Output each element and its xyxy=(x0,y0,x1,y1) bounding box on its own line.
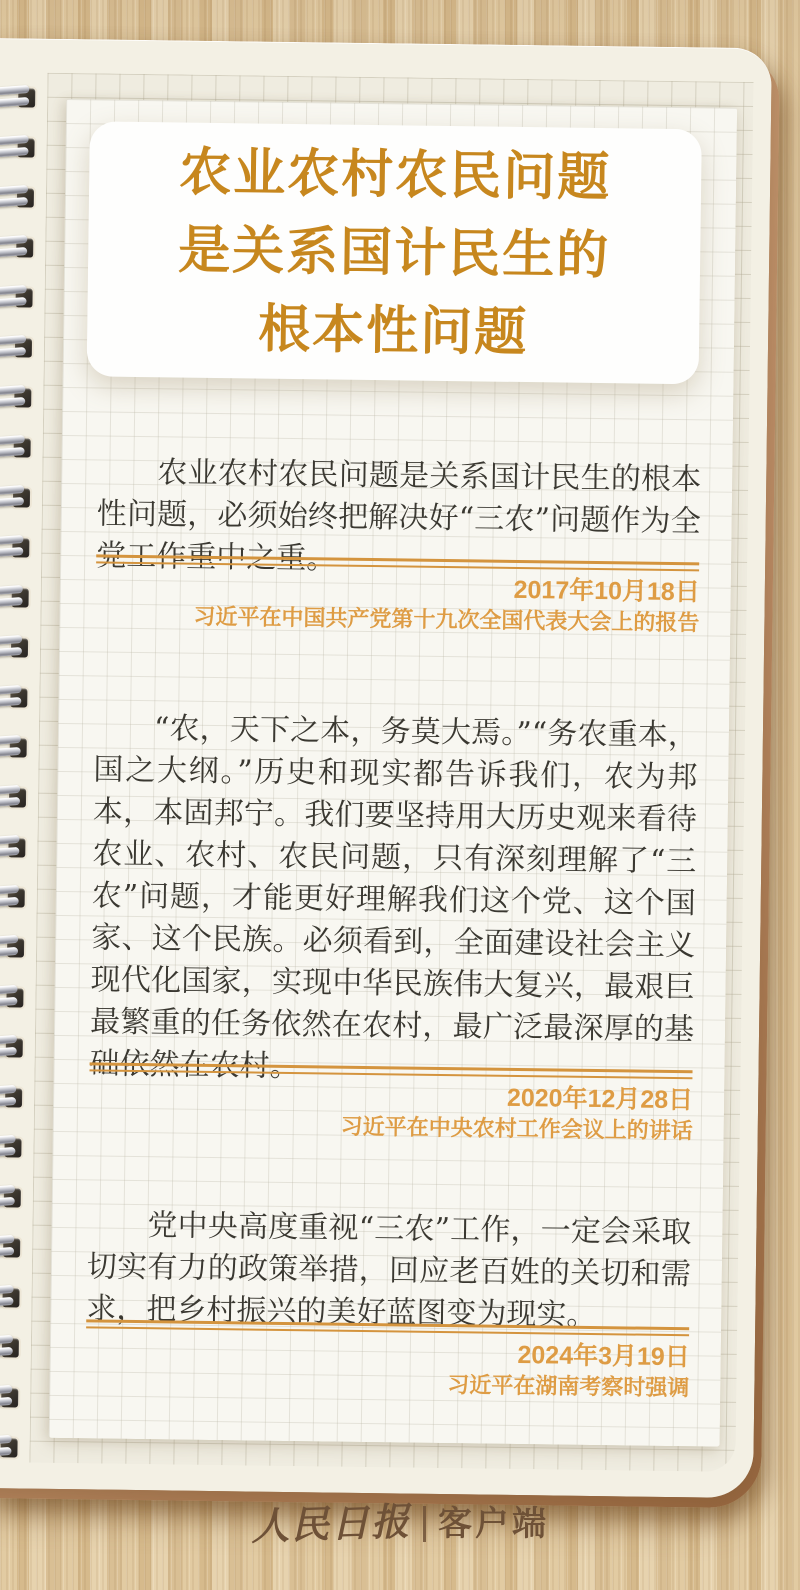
quote-meta xyxy=(89,1076,694,1145)
spiral-coil xyxy=(0,135,37,162)
spiral-coil xyxy=(0,635,30,662)
quote-source: 习近平在湖南考察时强调 xyxy=(447,1372,690,1401)
quote-source: 习近平在中央农村工作会议上的讲话 xyxy=(340,1113,693,1144)
spiral-coil xyxy=(0,1135,24,1162)
title-line: 根本性问题 xyxy=(257,300,529,362)
quote-text: “农，天下之本，务莫大焉。”“务农重本，国之大纲。”历史和现实都告诉我们，农为邦本，本固邦宁。我们要坚持用大历史观来看待农业、农村、农民问题，只有深刻理解了“三农”问题，才能更好理解我们这个党、这个国家、这个民族。必须看到，全面建设社会主义现代化国家，实现中华民族伟大复兴，最艰巨最繁重的任务依然在农村，最广泛最深厚的基础依然在农村。 xyxy=(89,711,699,1085)
spiral-coil xyxy=(0,535,31,562)
quote-date: 2017年10月18日 xyxy=(513,575,700,607)
spiral-coil xyxy=(0,185,36,212)
quote-text: 党中央高度重视“三农”工作，一定会采取切实有力的政策举措，回应老百姓的关切和需求，把乡村振兴的美好蓝图变为现实。 xyxy=(86,1208,692,1334)
spiral-coil xyxy=(0,1285,22,1312)
spiral-coil xyxy=(0,885,27,912)
spiral-coil xyxy=(0,1235,22,1262)
spiral-coil xyxy=(0,435,33,462)
quote-text: 农业农村农民问题是关系国计民生的根本性问题，必须始终把解决好“三农”问题作为全党工作重中之重。 xyxy=(96,455,702,577)
spiral-coil xyxy=(0,1085,24,1112)
quote-meta xyxy=(95,568,700,637)
spiral-coil xyxy=(0,585,31,612)
spiral-coil xyxy=(0,735,29,762)
brand-divider xyxy=(423,1506,426,1542)
spiral-coil xyxy=(0,1435,20,1462)
title-card xyxy=(87,121,702,384)
spiral-coil xyxy=(0,335,34,362)
notebook xyxy=(0,38,772,1497)
brand-footer xyxy=(0,1498,800,1550)
spiral-coil xyxy=(0,1335,21,1362)
brand-client-label: 客户端 xyxy=(438,1505,549,1543)
quote-meta xyxy=(85,1333,690,1402)
spiral-coil xyxy=(0,935,26,962)
spiral-coil xyxy=(0,1035,25,1062)
spiral-coil xyxy=(0,785,28,812)
peoples-daily-logo: 人民日报 xyxy=(250,1498,412,1549)
quote-source: 习近平在中国共产党第十九次全国代表大会上的报告 xyxy=(193,603,700,636)
title-line: 是关系国计民生的 xyxy=(177,220,611,285)
spiral-coil xyxy=(0,235,35,262)
quote-date: 2024年3月19日 xyxy=(517,1341,690,1372)
spiral-coil xyxy=(0,285,35,312)
quote-date: 2020年12月28日 xyxy=(506,1083,694,1115)
spiral-coil xyxy=(0,385,33,412)
spiral-coil xyxy=(0,985,26,1012)
spiral-coil xyxy=(0,85,37,112)
spiral-coil xyxy=(0,685,30,712)
spiral-coil xyxy=(0,485,32,512)
title-line: 农业农村农民问题 xyxy=(178,142,612,207)
spiral-coil xyxy=(0,835,28,862)
spiral-coil xyxy=(0,1385,20,1412)
spiral-coil xyxy=(0,1185,23,1212)
